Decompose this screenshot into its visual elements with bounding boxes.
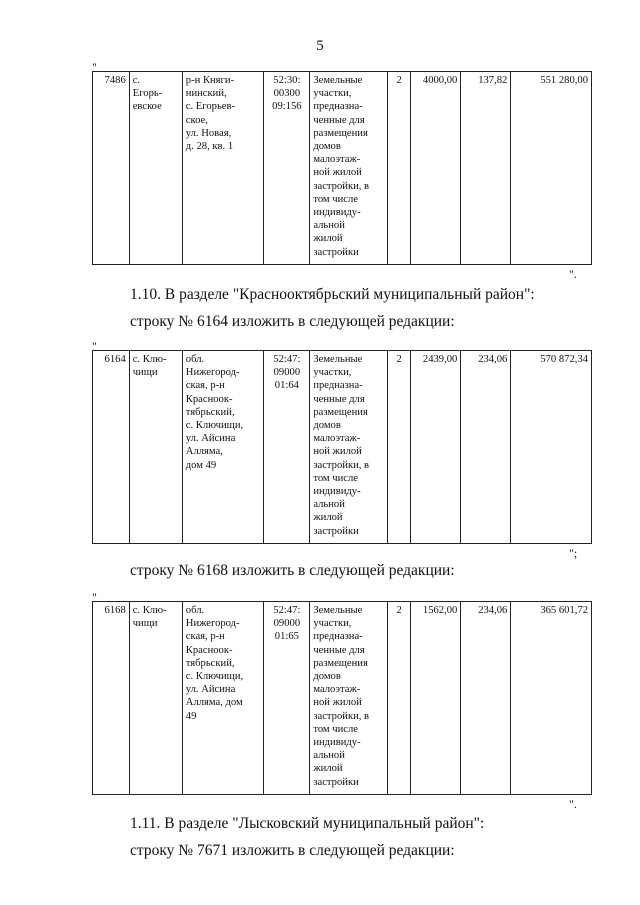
purpose-line: ной жилой (313, 697, 362, 709)
settlement-line: чищи (132, 618, 158, 630)
address-line: ская, р-н (185, 380, 225, 392)
address-line: Нижегород- (185, 618, 240, 630)
cadastral-number-cell (264, 351, 310, 544)
row-intro-text: строку № 7671 изложить в следующей редакции: (130, 842, 455, 859)
settlement-line: с. (132, 75, 141, 86)
settlement-line: чищи (132, 367, 158, 379)
purpose-line: альной (313, 220, 345, 232)
address-line: 49 (185, 710, 197, 722)
cadastral-line: 09:156 (272, 101, 302, 113)
row-number: 6168 (93, 602, 130, 795)
address-line: Красноок- (185, 393, 233, 405)
purpose-line: застройки, в (313, 180, 370, 192)
area-cell: 2439,00 (411, 351, 461, 544)
row-intro-text: строку № 6168 изложить в следующей редакции: (130, 562, 455, 579)
purpose-line: жилой (313, 763, 343, 775)
opening-quote: " (92, 590, 97, 604)
purpose-line: размещения (313, 406, 368, 418)
address-line: д. 28, кв. 1 (185, 141, 234, 153)
area-cell: 1562,00 (411, 602, 461, 795)
purpose-line: Земельные (313, 354, 363, 365)
table-row (93, 72, 592, 265)
purpose-line: размещения (313, 657, 368, 669)
cadastral-line: 00300 (273, 88, 301, 100)
group-cell: 2 (387, 602, 410, 795)
purpose-line: ченные для (313, 114, 365, 126)
cadastral-line: 52:47: (273, 605, 301, 616)
cadastral-value-cell: 365 601,72 (511, 602, 592, 795)
closing-quote: "; (569, 546, 578, 560)
record-table (92, 71, 592, 265)
purpose-line: альной (313, 499, 345, 511)
address-line: с. Ключищи, (185, 671, 244, 683)
address-line: ул. Айсина (185, 684, 236, 696)
specific-value-cell: 234,06 (461, 351, 511, 544)
cadastral-line: 52:30: (273, 75, 301, 86)
settlement-cell (129, 351, 182, 544)
purpose-line: предназна- (313, 101, 363, 113)
address-line: с. Ключищи, (185, 420, 244, 432)
purpose-line: застройки (313, 246, 359, 258)
purpose-line: застройки, в (313, 459, 370, 471)
table-row (93, 602, 592, 795)
purpose-line: домов (313, 420, 341, 432)
address-line: ское, (185, 114, 208, 126)
purpose-line: том числе (313, 193, 358, 205)
settlement-line: с. Клю- (132, 605, 167, 616)
address-line: р-н Княги- (185, 75, 235, 86)
address-line: ул. Айсина (185, 433, 236, 445)
address-line: тябрьский, (185, 406, 235, 418)
purpose-line: участки, (313, 367, 352, 379)
record-table (92, 350, 592, 544)
cadastral-value-cell: 551 280,00 (511, 72, 592, 265)
purpose-line: ченные для (313, 644, 365, 656)
purpose-line: домов (313, 671, 341, 683)
purpose-line: застройки (313, 525, 359, 537)
purpose-cell (310, 602, 388, 795)
address-line: дом 49 (185, 459, 217, 471)
cadastral-value-cell: 570 872,34 (511, 351, 592, 544)
cadastral-line: 01:65 (274, 631, 299, 643)
purpose-line: застройки, в (313, 710, 370, 722)
purpose-line: ной жилой (313, 167, 362, 179)
cadastral-number-cell (264, 602, 310, 795)
row-number: 7486 (93, 72, 130, 265)
cadastral-line: 09000 (273, 618, 301, 630)
purpose-line: участки, (313, 88, 352, 100)
purpose-line: застройки (313, 776, 359, 788)
closing-quote: ". (569, 267, 577, 281)
cadastral-line: 52:47: (273, 354, 301, 365)
purpose-line: ченные для (313, 393, 365, 405)
record-table (92, 601, 592, 795)
row-intro-text: строку № 6164 изложить в следующей редакции: (130, 313, 455, 330)
specific-value-cell: 137,82 (461, 72, 511, 265)
purpose-line: альной (313, 750, 345, 762)
cadastral-line: 09000 (273, 367, 301, 379)
purpose-cell (310, 351, 388, 544)
cadastral-number-cell (264, 72, 310, 265)
purpose-line: домов (313, 141, 341, 153)
purpose-line: том числе (313, 472, 358, 484)
settlement-cell (129, 602, 182, 795)
purpose-line: жилой (313, 233, 343, 245)
purpose-line: малоэтаж- (313, 433, 361, 445)
address-line: Красноок- (185, 644, 233, 656)
purpose-line: Земельные (313, 605, 363, 616)
address-line: Алляма, дом (185, 697, 243, 709)
section-heading: 1.11. В разделе "Лысковский муниципальный район": (130, 815, 485, 832)
purpose-line: том числе (313, 723, 358, 735)
address-line: нинский, (185, 88, 227, 100)
settlement-line: с. Клю- (132, 354, 167, 365)
address-line: ул. Новая, (185, 127, 232, 139)
purpose-line: Земельные (313, 75, 363, 86)
purpose-line: жилой (313, 512, 343, 524)
address-cell (182, 351, 264, 544)
settlement-line: Егорь- (132, 88, 163, 100)
purpose-line: предназна- (313, 380, 363, 392)
purpose-line: размещения (313, 127, 368, 139)
settlement-cell (129, 72, 182, 265)
page-number: 5 (316, 38, 324, 54)
address-cell (182, 602, 264, 795)
address-cell (182, 72, 264, 265)
opening-quote: " (92, 339, 97, 353)
area-cell: 4000,00 (411, 72, 461, 265)
address-line: Алляма, (185, 446, 223, 458)
specific-value-cell: 234,06 (461, 602, 511, 795)
cadastral-line: 01:64 (274, 380, 299, 392)
address-line: обл. (185, 605, 205, 616)
purpose-line: индивиду- (313, 207, 361, 219)
address-line: с. Егорьев- (185, 101, 236, 113)
group-cell: 2 (387, 351, 410, 544)
closing-quote: ". (569, 797, 577, 811)
opening-quote: " (92, 60, 97, 74)
purpose-line: участки, (313, 618, 352, 630)
row-number: 6164 (93, 351, 130, 544)
address-line: тябрьский, (185, 657, 235, 669)
purpose-line: индивиду- (313, 737, 361, 749)
group-cell: 2 (387, 72, 410, 265)
purpose-cell (310, 72, 388, 265)
purpose-line: индивиду- (313, 486, 361, 498)
purpose-line: предназна- (313, 631, 363, 643)
address-line: ская, р-н (185, 631, 225, 643)
table-row (93, 351, 592, 544)
purpose-line: малоэтаж- (313, 154, 361, 166)
purpose-line: ной жилой (313, 446, 362, 458)
settlement-line: евское (132, 101, 162, 113)
purpose-line: малоэтаж- (313, 684, 361, 696)
address-line: Нижегород- (185, 367, 240, 379)
address-line: обл. (185, 354, 205, 365)
section-heading: 1.10. В разделе "Краснооктябрьский муниципальный район": (130, 286, 535, 303)
